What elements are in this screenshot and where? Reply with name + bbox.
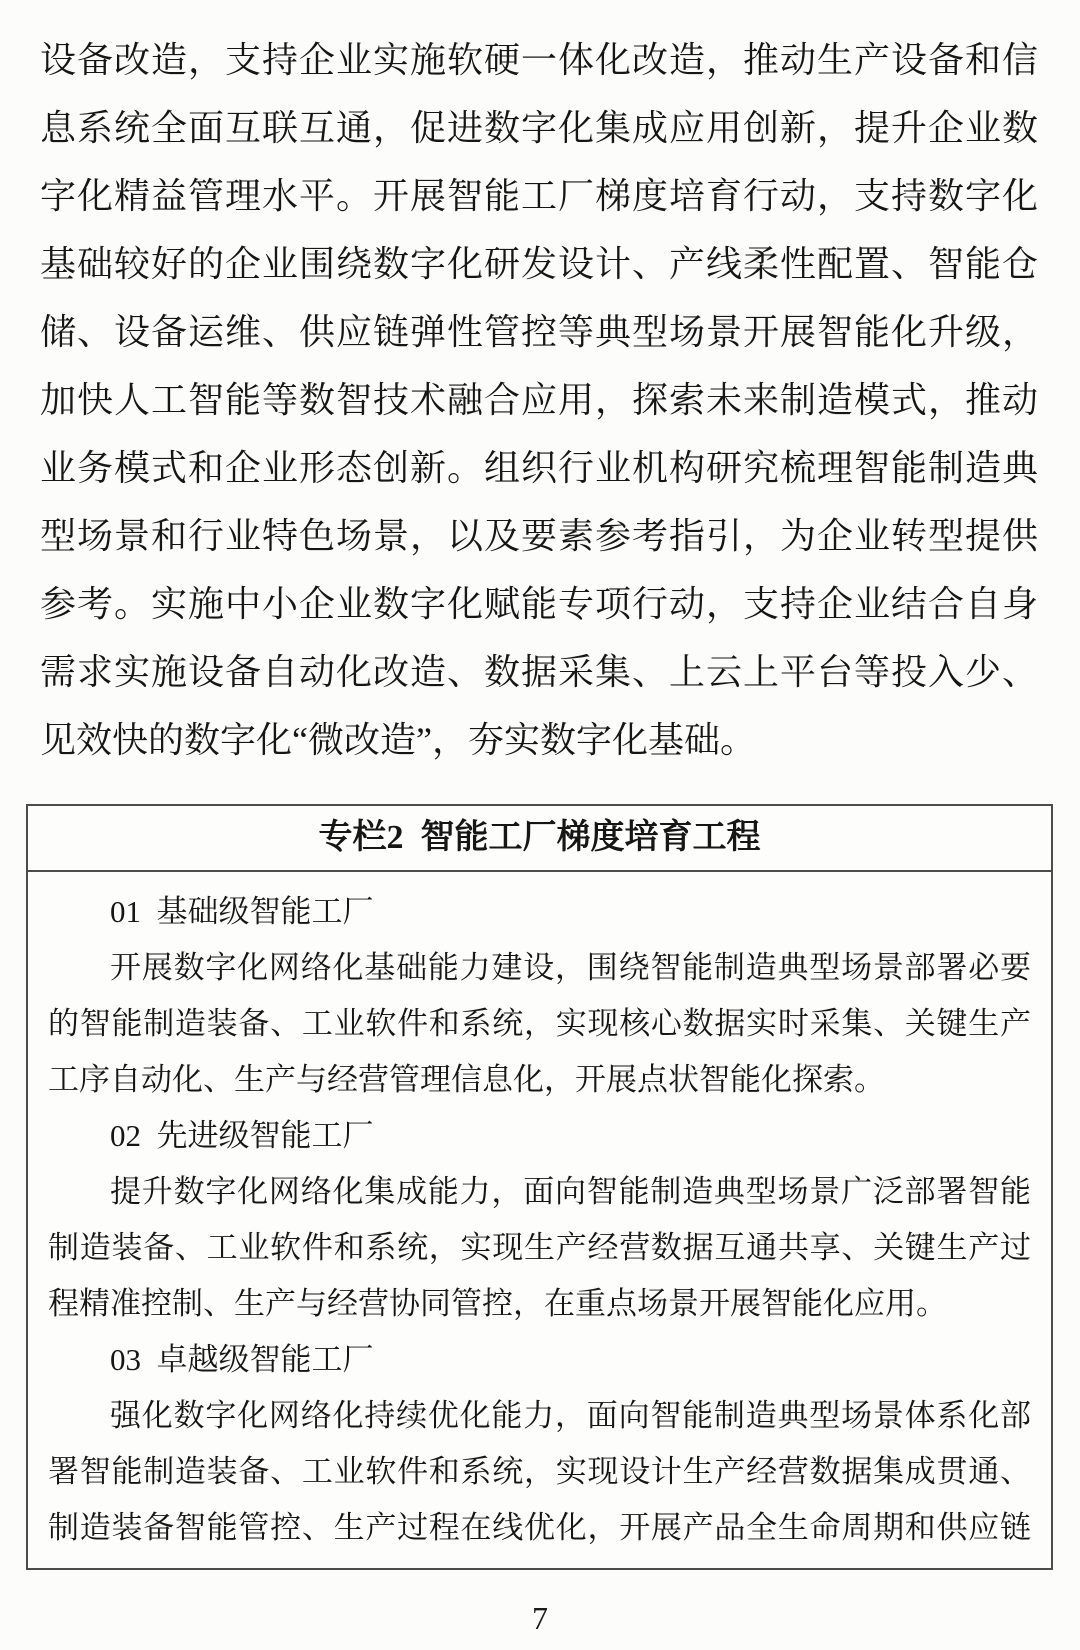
- box-text-line: 开展数字化网络化基础能力建设，围绕智能制造典型场景部署必要: [110, 950, 1031, 985]
- page-number: 7: [532, 1600, 548, 1636]
- box-text-line: 的智能制造装备、工业软件和系统，实现核心数据实时采集、关键生产: [48, 1006, 1031, 1041]
- box-text-line: 制造装备、工业软件和系统，实现生产经营数据互通共享、关键生产过: [48, 1230, 1031, 1265]
- box-text-line: 工序自动化、生产与经营管理信息化，开展点状智能化探索。: [48, 1062, 885, 1097]
- body-text-line: 基础较好的企业围绕数字化研发设计、产线柔性配置、智能仓: [40, 244, 1038, 284]
- box-item-heading: 02 先进级智能工厂: [110, 1118, 374, 1153]
- body-text-line: 字化精益管理水平。开展智能工厂梯度培育行动，支持数字化: [40, 176, 1038, 216]
- body-text-line: 业务模式和企业形态创新。组织行业机构研究梳理智能制造典: [40, 448, 1038, 488]
- box-text-line: 提升数字化网络化集成能力，面向智能制造典型场景广泛部署智能: [110, 1174, 1031, 1209]
- body-text-line: 见效快的数字化“微改造”，夯实数字化基础。: [40, 720, 756, 760]
- body-text-line: 参考。实施中小企业数字化赋能专项行动，支持企业结合自身: [40, 584, 1038, 624]
- box-item-heading: 03 卓越级智能工厂: [110, 1342, 374, 1377]
- body-text-line: 储、设备运维、供应链弹性管控等典型场景开展智能化升级，: [40, 312, 1038, 352]
- box-text-line: 强化数字化网络化持续优化能力，面向智能制造典型场景体系化部: [110, 1398, 1031, 1433]
- box-item-heading: 01 基础级智能工厂: [110, 894, 374, 929]
- box-title: 专栏2 智能工厂梯度培育工程: [28, 806, 1051, 872]
- highlight-box: [26, 804, 1053, 1570]
- box-text-line: 程精准控制、生产与经营协同管控，在重点场景开展智能化应用。: [48, 1286, 947, 1321]
- box-body: [28, 872, 1051, 1568]
- body-paragraph: [0, 0, 1080, 774]
- body-text-line: 加快人工智能等数智技术融合应用，探索未来制造模式，推动: [40, 380, 1038, 420]
- box-text-line: 署智能制造装备、工业软件和系统，实现设计生产经营数据集成贯通、: [48, 1454, 1031, 1489]
- body-text-line: 型场景和行业特色场景，以及要素参考指引，为企业转型提供: [40, 516, 1038, 556]
- body-text-line: 设备改造，支持企业实施软硬一体化改造，推动生产设备和信: [40, 40, 1038, 80]
- body-text-line: 息系统全面互联互通，促进数字化集成应用创新，提升企业数: [40, 108, 1038, 148]
- box-text-line: 制造装备智能管控、生产过程在线优化，开展产品全生命周期和供应链: [48, 1510, 1031, 1545]
- body-text-line: 需求实施设备自动化改造、数据采集、上云上平台等投入少、: [40, 652, 1038, 692]
